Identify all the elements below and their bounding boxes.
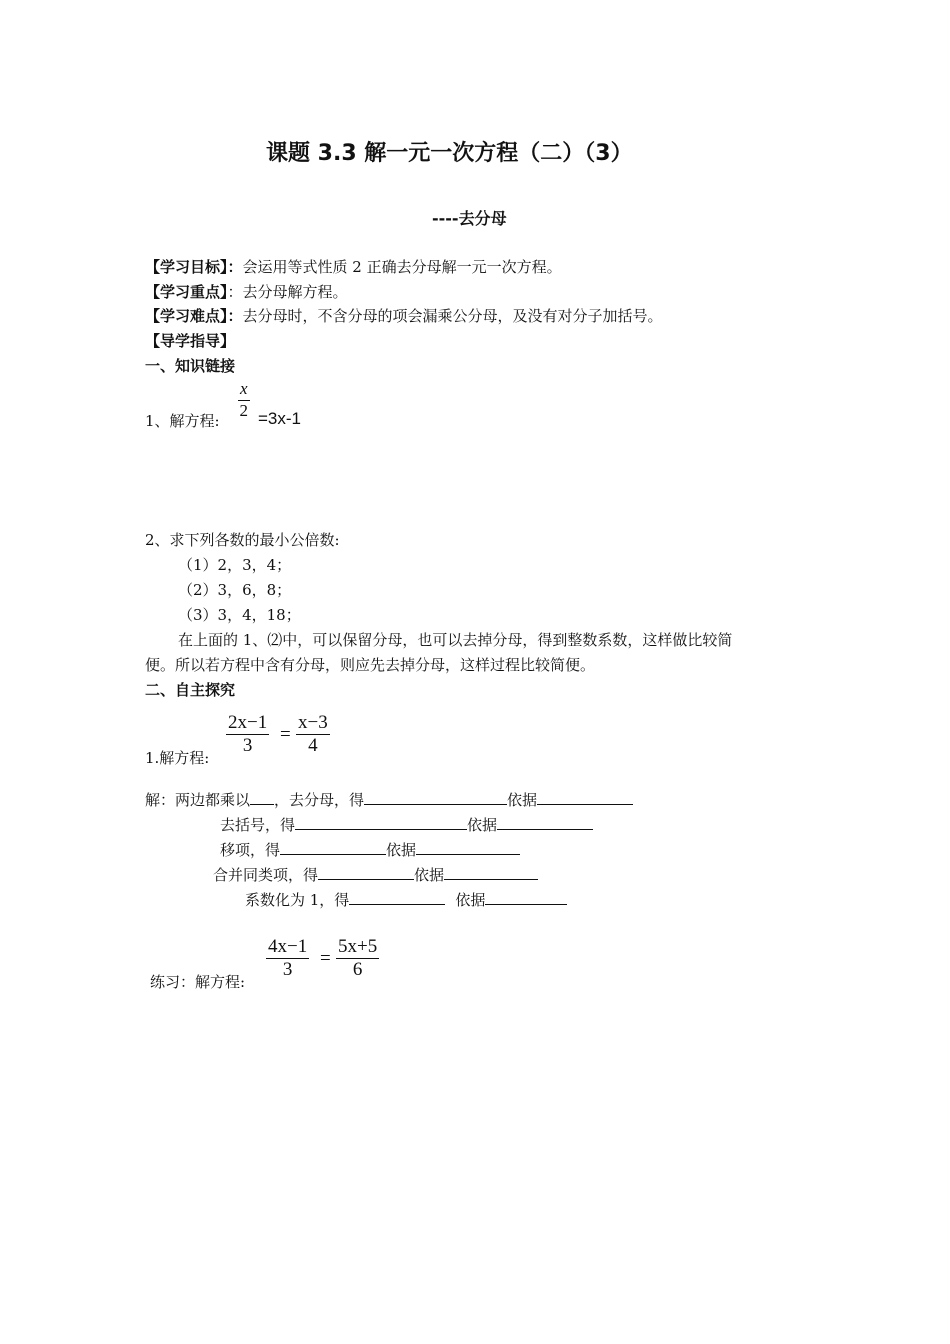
step-2-basis-blank[interactable] [497,815,593,830]
section-2-heading: 二、自主探究 [145,681,236,699]
q2-label: 2、求下列各数的最小公倍数: [145,531,340,549]
step-4-text: 合并同类项，得 [213,866,319,884]
q1-fraction [238,379,250,421]
step-1-basis-label: 依据 [507,791,538,809]
difficulty-text: 去分母时，不含分母的项会漏乘公分母，及没有对分子加括号。 [242,307,663,325]
p1-right-denominator: 4 [308,735,318,756]
q1-numerator: x [240,379,248,398]
practice-equals: = [320,948,331,969]
q1-label: 1、解方程: [145,412,220,430]
practice-right-denominator: 6 [352,959,363,980]
learning-goal-label: 【学习目标】： [145,258,243,276]
page-title: 课题 3.3 解一元一次方程（二）（3） [266,141,633,166]
step-4-result-blank[interactable] [318,865,414,880]
section-1-heading: 一、知识链接 [145,357,236,375]
difficulty-label: 【学习难点】： [145,307,243,325]
step-3-basis-label: 依据 [386,841,417,859]
note-line-1: 在上面的 1、⑵中，可以保留分母，也可以去掉分母，得到整数系数，这样做比较简 [178,631,733,649]
p1-left-fraction [226,712,269,757]
step-4-basis-blank[interactable] [444,865,538,880]
learning-goal [145,257,562,277]
step-2 [220,815,593,835]
p1-label: 1.解方程: [145,749,210,767]
q1-rhs: =3x-1 [258,409,301,428]
step-1-text-a: 解：两边都乘以 [145,791,251,809]
p1-left-numerator: 2x−1 [228,712,268,733]
practice-left-numerator: 4x−1 [268,936,308,957]
step-5-basis-blank[interactable] [485,890,567,905]
step-1-result-blank[interactable] [364,790,507,805]
learning-goal-text: 会运用等式性质 2 正确去分母解一元一次方程。 [242,258,562,276]
guide-heading: 【导学指导】 [145,332,236,350]
step-2-basis-label: 依据 [467,816,498,834]
step-5-text: 系数化为 1，得 [245,891,350,909]
q2-item-3: （3）3，4，18； [178,606,301,624]
practice-right-fraction [336,936,379,981]
q1-denominator: 2 [239,401,249,420]
step-2-text: 去括号，得 [220,816,296,834]
step-1-text-b: ，去分母，得 [274,791,365,809]
step-4 [213,865,538,885]
practice-left-fraction [266,936,309,981]
step-5-result-blank[interactable] [349,890,445,905]
step-3-basis-blank[interactable] [416,840,520,855]
practice-left-denominator: 3 [282,959,293,980]
multiplier-blank[interactable] [250,790,274,805]
difficulty [145,306,663,326]
key-point-label: 【学习重点】 [145,283,228,301]
p1-right-numerator: x−3 [298,712,328,733]
q2-item-2: （2）3，6，8； [178,581,292,599]
step-5 [245,890,567,910]
page-subtitle: ----去分母 [432,209,507,228]
step-4-basis-label: 依据 [414,866,445,884]
step-3-text: 移项，得 [220,841,281,859]
q2-item-1: （1）2，3，4； [178,556,292,574]
p1-left-denominator: 3 [242,735,253,756]
step-3 [220,840,520,860]
p1-equals: = [280,724,291,745]
key-point [145,282,348,302]
key-point-text: ：去分母解方程。 [227,283,348,301]
step-2-result-blank[interactable] [295,815,467,830]
practice-label: 练习：解方程: [150,973,246,991]
step-3-result-blank[interactable] [280,840,386,855]
p1-right-fraction [296,712,330,757]
step-1-basis-blank[interactable] [537,790,633,805]
note-line-2: 便。所以若方程中含有分母，则应先去掉分母，这样过程比较简便。 [145,656,596,674]
step-1 [145,790,633,810]
practice-right-numerator: 5x+5 [338,936,378,957]
step-5-basis-label: 依据 [455,891,486,909]
